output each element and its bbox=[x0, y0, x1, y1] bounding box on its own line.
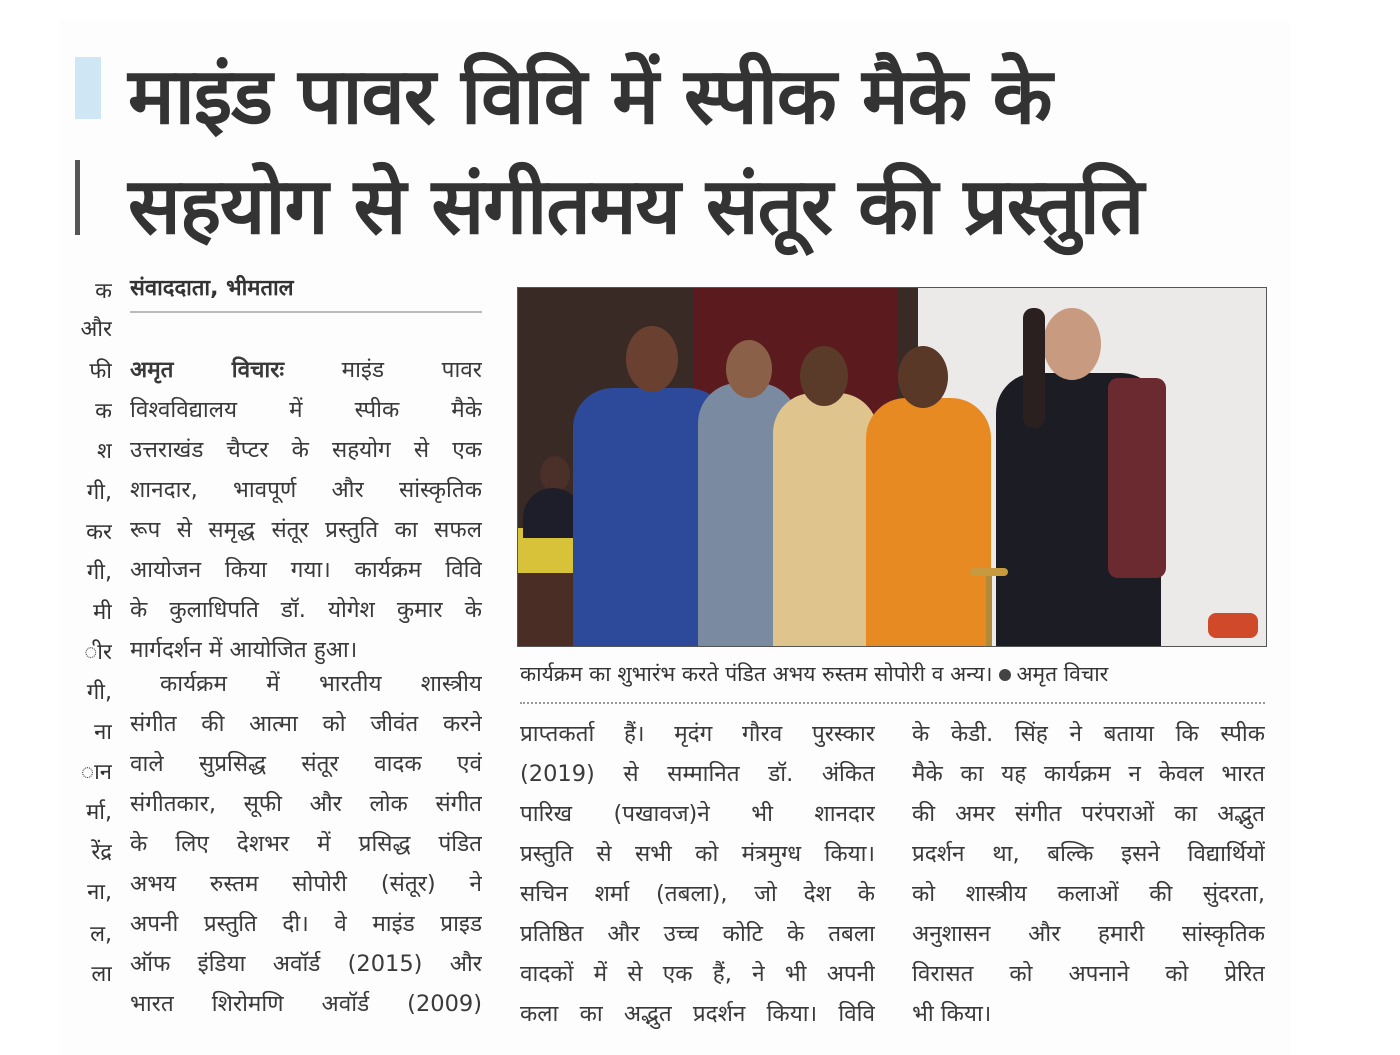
column-1-para-1: अमृत विचारः माइंड पावर विश्वविद्यालय में स्पीक मैके उत्तराखंड चैप्टर के सहयोग से एक शानदार, भावपूर्ण और सांस्कृतिक रूप से समृद्ध संतूर प्रस्तुति का सफल आयोजन किया गया। कार्यक्रम विवि के कुलाधिपति डॉ. योगेश कुमार के मार्गदर्शन में आयोजित हुआ। bbox=[130, 350, 482, 670]
column-marker bbox=[75, 160, 80, 235]
text-line: वादकों में से एक हैं, ने भी अपनी bbox=[520, 961, 875, 987]
fragment-text: क bbox=[95, 399, 112, 424]
text-line: विरासत को अपनाने को प्रेरित bbox=[912, 961, 1265, 987]
column-1-para-2 bbox=[130, 664, 482, 1024]
text-line: सचिन शर्मा (तबला), जो देश के bbox=[520, 881, 875, 907]
text-line: मैके का यह कार्यक्रम न केवल भारत bbox=[912, 761, 1265, 787]
text-line: कला का अद्भुत प्रदर्शन किया। विवि bbox=[520, 1001, 875, 1027]
text-line: भारत शिरोमणि अवॉर्ड (2009) bbox=[130, 991, 482, 1017]
person-beige-kurta bbox=[773, 393, 878, 646]
fragment-text: ान bbox=[81, 760, 112, 785]
fragment-text: और bbox=[80, 317, 112, 342]
fragment-text: ला bbox=[91, 962, 112, 987]
fragment-text: मी bbox=[93, 600, 112, 625]
fragment-text: फी bbox=[89, 359, 112, 384]
byline-divider bbox=[130, 311, 482, 313]
text-line: उत्तराखंड चैप्टर के सहयोग से एक bbox=[130, 437, 482, 463]
text-line: अपनी प्रस्तुति दी। वे माइंड प्राइड bbox=[130, 911, 482, 937]
accent-bar bbox=[75, 57, 101, 119]
text-line: संगीत की आत्मा को जीवंत करने bbox=[130, 711, 482, 737]
bullet-icon bbox=[999, 669, 1011, 681]
event-photo bbox=[517, 287, 1267, 647]
text-line: (2019) से सम्मानित डॉ. अंकित bbox=[520, 761, 875, 787]
text-line: के केडी. सिंह ने बताया कि स्पीक bbox=[912, 721, 1265, 747]
lead-dateline: अमृत विचारः bbox=[130, 357, 284, 383]
fragment-text: गी, bbox=[86, 560, 112, 585]
text-line: पारिख (पखावज)ने भी शानदार bbox=[520, 801, 875, 827]
text-line: की अमर संगीत परंपराओं का अद्भुत bbox=[912, 801, 1265, 827]
lamp bbox=[986, 573, 992, 646]
text-line: रूप से समृद्ध संतूर प्रस्तुति का सफल bbox=[130, 517, 482, 543]
photo-caption: कार्यक्रम का शुभारंभ करते पंडित अभय रुस्तम सोपोरी व अन्य। अमृत विचार bbox=[520, 662, 1109, 686]
headline-line-2: सहयोग से संगीतमय संतूर की प्रस्तुति bbox=[128, 162, 1144, 252]
text-line: प्रतिष्ठित और उच्च कोटि के तबला bbox=[520, 921, 875, 947]
fragment-text: गी, bbox=[86, 680, 112, 705]
fragment-text: ल, bbox=[90, 922, 112, 947]
text-line: ऑफ इंडिया अवॉर्ड (2015) और bbox=[130, 951, 482, 977]
text-line: अनुशासन और हमारी सांस्कृतिक bbox=[912, 921, 1265, 947]
page-margin bbox=[1290, 20, 1400, 1055]
text-line: भी किया। bbox=[912, 1001, 992, 1027]
text-line: आयोजन किया गया। कार्यक्रम विवि bbox=[130, 557, 482, 583]
fragment-text: र्मा, bbox=[86, 800, 112, 825]
person-orange-kurta bbox=[866, 398, 991, 646]
text-line: प्रस्तुति से सभी को मंत्रमुग्ध किया। bbox=[520, 841, 875, 867]
fragment-text: श bbox=[97, 439, 112, 464]
text-line: अभय रुस्तम सोपोरी (संतूर) ने bbox=[130, 871, 482, 897]
fragment-text: गी, bbox=[86, 480, 112, 505]
fragment-text: ना, bbox=[87, 880, 112, 905]
text-line: मार्गदर्शन में आयोजित हुआ। bbox=[130, 637, 358, 663]
byline: संवाददाता, भीमताल bbox=[130, 276, 294, 301]
text-line: विश्वविद्यालय में स्पीक मैके bbox=[130, 397, 482, 423]
text-line: प्राप्तकर्ता हैं। मृदंग गौरव पुरस्कार bbox=[520, 721, 875, 747]
photo-credit: अमृत विचार bbox=[1016, 662, 1109, 686]
text-line: शानदार, भावपूर्ण और सांस्कृतिक bbox=[130, 477, 482, 503]
text-line: को शास्त्रीय कलाओं की सुंदरता, bbox=[912, 881, 1265, 907]
column-3 bbox=[912, 714, 1265, 1034]
fragment-text: कर bbox=[86, 520, 112, 545]
fragment-text: ना bbox=[94, 720, 112, 745]
fragment-text: क bbox=[95, 279, 112, 304]
text-line: के लिए देशभर में प्रसिद्ध पंडित bbox=[130, 831, 482, 857]
headline-line-1: माइंड पावर विवि में स्पीक मैके के bbox=[128, 52, 1052, 142]
column-2 bbox=[520, 714, 875, 1034]
caption-divider bbox=[520, 702, 1265, 704]
text-line: के कुलाधिपति डॉ. योगेश कुमार के bbox=[130, 597, 482, 623]
fragment-text: ीर bbox=[84, 640, 112, 665]
text-line: प्रदर्शन था, बल्कि इसने विद्यार्थियों bbox=[912, 841, 1265, 867]
text-line: कार्यक्रम में भारतीय शास्त्रीय bbox=[160, 671, 482, 697]
fragment-text: रेंद्र bbox=[91, 840, 112, 865]
text-line: वाले सुप्रसिद्ध संतूर वादक एवं bbox=[130, 751, 482, 777]
text-line: संगीतकार, सूफी और लोक संगीत bbox=[130, 791, 482, 817]
